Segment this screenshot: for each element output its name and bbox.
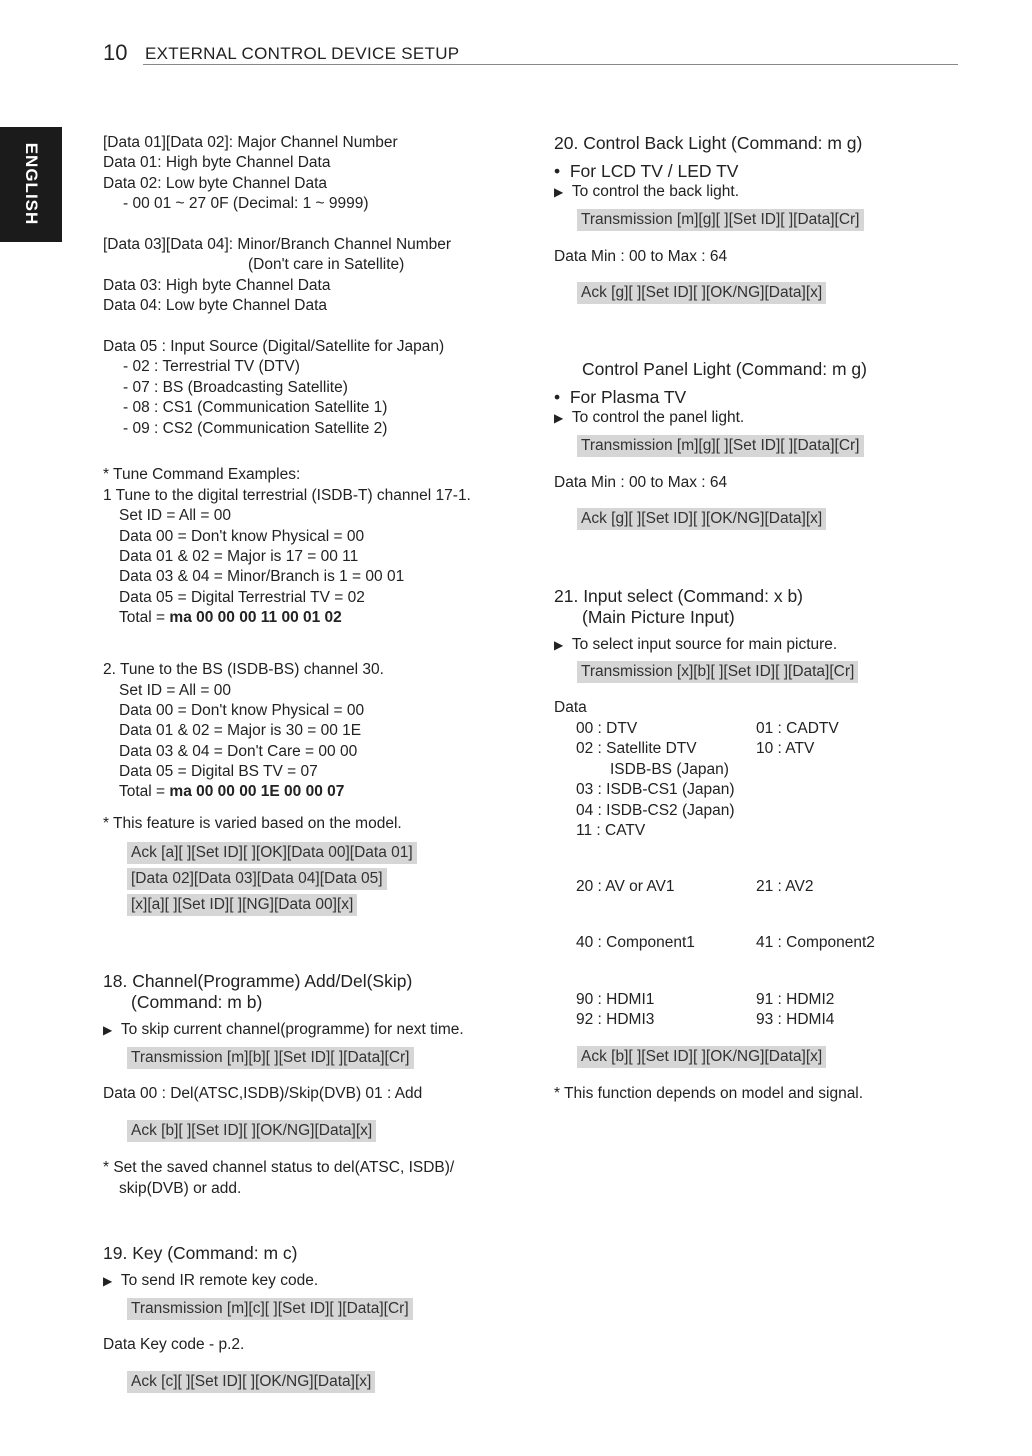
s18-desc-text: To skip current channel(programme) for next time. — [120, 1021, 464, 1038]
s20-desc — [554, 182, 739, 202]
ack-block-line: Ack [a][ ][Set ID][ ][OK][Data 00][Data 01] — [127, 842, 417, 864]
minor-channel-line: (Don't care in Satellite) — [248, 256, 405, 273]
total-value: ma 00 00 00 1E 00 00 07 — [169, 783, 345, 800]
s21-input-option: 04 : ISDB-CS2 (Japan) — [576, 802, 735, 819]
input-source-line: - 09 : CS2 (Communication Satellite 2) — [123, 420, 388, 437]
s20-data: Data Min : 00 to Max : 64 — [554, 248, 728, 265]
panel-light-transmission: Transmission [m][g][ ][Set ID][ ][Data][Cr] — [577, 435, 864, 457]
section-title: EXTERNAL CONTROL DEVICE SETUP — [145, 44, 460, 63]
s18-ack: Ack [b][ ][Set ID][ ][OK/NG][Data][x] — [127, 1120, 376, 1142]
s19-desc — [103, 1271, 318, 1291]
s21-input-option: 92 : HDMI3 — [576, 1011, 655, 1028]
example-1-line: Data 03 & 04 = Minor/Branch is 1 = 00 01 — [119, 568, 405, 585]
s21-title: 21. Input select (Command: x b) — [554, 586, 803, 606]
s18-note: * Set the saved channel status to del(ATSC, ISDB)/ — [103, 1159, 455, 1176]
major-channel-line: [Data 01][Data 02]: Major Channel Number — [103, 134, 398, 151]
panel-light-data: Data Min : 00 to Max : 64 — [554, 474, 728, 491]
s21-input-option: 02 : Satellite DTV — [576, 740, 697, 757]
major-channel-line: Data 01: High byte Channel Data — [103, 154, 331, 171]
s19-ack: Ack [c][ ][Set ID][ ][OK/NG][Data][x] — [127, 1371, 375, 1393]
s21-input-option: 41 : Component2 — [756, 934, 875, 951]
s21-input-option: 20 : AV or AV1 — [576, 878, 675, 895]
total-label: Total = — [119, 783, 170, 800]
language-tab-label: ENGLISH — [22, 142, 41, 226]
example-2-total — [119, 782, 344, 802]
example-2-line: Data 00 = Don't know Physical = 00 — [119, 702, 365, 719]
s18-note-cont: skip(DVB) or add. — [119, 1180, 242, 1197]
example-2-line: Set ID = All = 00 — [119, 682, 232, 699]
arrow-right-icon: ▶ — [554, 185, 564, 199]
s21-input-option: 40 : Component1 — [576, 934, 695, 951]
s21-data-label: Data — [554, 699, 587, 716]
s21-note: * This function depends on model and signal. — [554, 1085, 864, 1102]
minor-channel-line: Data 04: Low byte Channel Data — [103, 297, 328, 314]
total-value: ma 00 00 00 11 00 01 02 — [169, 609, 342, 626]
s19-title: 19. Key (Command: m c) — [103, 1243, 298, 1263]
s20-bullet: • For LCD TV / LED TV — [554, 161, 739, 181]
example-2-line: Data 05 = Digital BS TV = 07 — [119, 763, 318, 780]
minor-channel-line: Data 03: High byte Channel Data — [103, 277, 331, 294]
input-source-line: - 08 : CS1 (Communication Satellite 1) — [123, 399, 388, 416]
ack-block-line: [x][a][ ][Set ID][ ][NG][Data 00][x] — [127, 894, 357, 916]
feature-note: * This feature is varied based on the model. — [103, 815, 402, 832]
s20-transmission: Transmission [m][g][ ][Set ID][ ][Data][Cr] — [577, 209, 864, 231]
s21-input-option: 03 : ISDB-CS1 (Japan) — [576, 781, 735, 798]
language-tab — [0, 127, 62, 242]
panel-light-desc — [554, 408, 744, 428]
s21-input-option: 91 : HDMI2 — [756, 991, 835, 1008]
page-number: 10 — [103, 40, 128, 65]
s21-transmission: Transmission [x][b][ ][Set ID][ ][Data][Cr] — [577, 661, 858, 683]
example-1-total — [119, 608, 342, 628]
s18-title: 18. Channel(Programme) Add/Del(Skip) — [103, 971, 413, 991]
panel-light-ack: Ack [g][ ][Set ID][ ][OK/NG][Data][x] — [577, 508, 826, 530]
example-2-title: 2. Tune to the BS (ISDB-BS) channel 30. — [103, 661, 384, 678]
example-2-line: Data 01 & 02 = Major is 30 = 00 1E — [119, 722, 362, 739]
s20-title: 20. Control Back Light (Command: m g) — [554, 133, 863, 153]
header-rule — [143, 64, 958, 65]
panel-light-bullet-text: For Plasma TV — [569, 387, 687, 407]
s20-bullet-text: For LCD TV / LED TV — [569, 161, 739, 181]
example-1-title: 1 Tune to the digital terrestrial (ISDB-T) channel 17-1. — [103, 487, 471, 504]
s21-input-option: 90 : HDMI1 — [576, 991, 655, 1008]
s21-input-option: ISDB-BS (Japan) — [610, 761, 729, 778]
s21-input-option: 00 : DTV — [576, 720, 638, 737]
example-1-line: Data 00 = Don't know Physical = 00 — [119, 528, 365, 545]
s21-input-option: 93 : HDMI4 — [756, 1011, 835, 1028]
arrow-right-icon: ▶ — [103, 1023, 113, 1037]
panel-light-title: Control Panel Light (Command: m g) — [582, 359, 867, 379]
s21-title-cont: (Main Picture Input) — [582, 607, 735, 627]
panel-light-desc-text: To control the panel light. — [571, 409, 745, 426]
ack-block-line: [Data 02][Data 03][Data 04][Data 05] — [127, 868, 387, 890]
tune-examples-title: * Tune Command Examples: — [103, 466, 301, 483]
example-2-line: Data 03 & 04 = Don't Care = 00 00 — [119, 743, 358, 760]
arrow-right-icon: ▶ — [554, 411, 564, 425]
s19-data: Data Key code - p.2. — [103, 1336, 245, 1353]
s20-desc-text: To control the back light. — [571, 183, 740, 200]
s21-desc-text: To select input source for main picture. — [571, 636, 838, 653]
example-1-line: Data 01 & 02 = Major is 17 = 00 11 — [119, 548, 359, 565]
s21-input-option: 11 : CATV — [576, 822, 646, 839]
s18-title-cont: (Command: m b) — [131, 992, 263, 1012]
s21-ack: Ack [b][ ][Set ID][ ][OK/NG][Data][x] — [577, 1046, 826, 1068]
s21-input-option: 01 : CADTV — [756, 720, 839, 737]
s21-desc — [554, 635, 837, 655]
major-channel-line: - 00 01 ~ 27 0F (Decimal: 1 ~ 9999) — [123, 195, 369, 212]
example-1-line: Data 05 = Digital Terrestrial TV = 02 — [119, 589, 365, 606]
s19-desc-text: To send IR remote key code. — [120, 1272, 319, 1289]
input-source-line: - 07 : BS (Broadcasting Satellite) — [123, 379, 348, 396]
minor-channel-line: [Data 03][Data 04]: Minor/Branch Channel Number — [103, 236, 452, 253]
arrow-right-icon: ▶ — [554, 638, 564, 652]
s18-data: Data 00 : Del(ATSC,ISDB)/Skip(DVB) 01 : Add — [103, 1085, 423, 1102]
arrow-right-icon: ▶ — [103, 1274, 113, 1288]
major-channel-line: Data 02: Low byte Channel Data — [103, 175, 328, 192]
panel-light-bullet: • For Plasma TV — [554, 387, 687, 407]
s19-transmission: Transmission [m][c][ ][Set ID][ ][Data][Cr] — [127, 1298, 413, 1320]
s21-input-option: 21 : AV2 — [756, 878, 814, 895]
s21-input-option: 10 : ATV — [756, 740, 815, 757]
total-label: Total = — [119, 609, 170, 626]
s20-ack: Ack [g][ ][Set ID][ ][OK/NG][Data][x] — [577, 282, 826, 304]
input-source-line: Data 05 : Input Source (Digital/Satellite for Japan) — [103, 338, 445, 355]
example-1-line: Set ID = All = 00 — [119, 507, 232, 524]
s18-desc — [103, 1020, 464, 1040]
input-source-line: - 02 : Terrestrial TV (DTV) — [123, 358, 300, 375]
s18-transmission: Transmission [m][b][ ][Set ID][ ][Data][Cr] — [127, 1047, 414, 1069]
